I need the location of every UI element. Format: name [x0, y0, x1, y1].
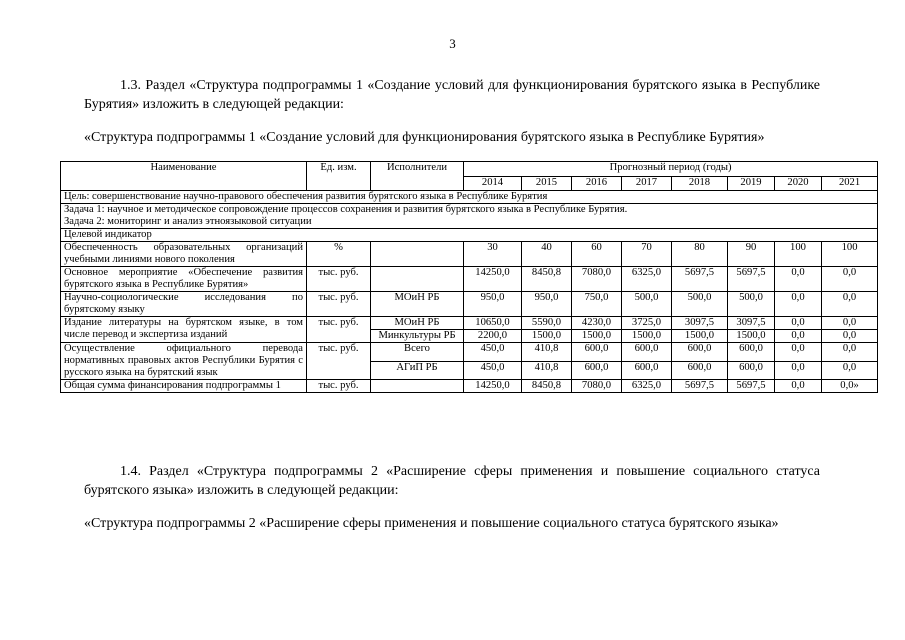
section-1-4-number: 1.4.: [120, 464, 141, 479]
task-1: Задача 1: научное и методическое сопровождение процессов сохранения и развития бурятского языка в Республике Бурятия.: [64, 204, 628, 215]
value-cell: 14250,0: [464, 380, 522, 393]
value-cell: 5590,0: [522, 317, 572, 330]
value-cell: 7080,0: [572, 267, 622, 292]
value-cell: 0,0: [775, 380, 822, 393]
row-executor: МОиН РБ: [371, 317, 464, 330]
header-year: 2015: [522, 177, 572, 191]
section-1-3-number: 1.3.: [120, 78, 141, 93]
row-executor: АГиП РБ: [371, 361, 464, 380]
value-cell: 0,0: [775, 343, 822, 362]
value-cell: 3097,5: [672, 317, 728, 330]
value-cell: 3725,0: [622, 317, 672, 330]
value-cell: 30: [464, 242, 522, 267]
page-number: 3: [449, 36, 456, 51]
value-cell: 600,0: [728, 361, 775, 380]
header-forecast: Прогнозный период (годы): [464, 162, 878, 177]
value-cell: 1500,0: [572, 330, 622, 343]
indicator-row: Целевой индикатор: [61, 229, 878, 242]
value-cell: 0,0: [822, 330, 878, 343]
value-cell: 40: [522, 242, 572, 267]
header-name: Наименование: [61, 162, 307, 191]
value-cell: 0,0: [822, 292, 878, 317]
row-executor: Минкультуры РБ: [371, 330, 464, 343]
value-cell: 0,0: [775, 267, 822, 292]
value-cell: 6325,0: [622, 267, 672, 292]
value-cell: 500,0: [728, 292, 775, 317]
value-cell: 8450,8: [522, 380, 572, 393]
value-cell: 600,0: [572, 343, 622, 362]
row-executor: МОиН РБ: [371, 292, 464, 317]
row-unit: %: [307, 242, 371, 267]
value-cell: 600,0: [728, 343, 775, 362]
subprogram-1-structure-table: [60, 161, 878, 393]
table-row: [61, 292, 878, 317]
header-year: 2020: [775, 177, 822, 191]
value-cell: 5697,5: [728, 267, 775, 292]
value-cell: 5697,5: [672, 267, 728, 292]
tasks-row: [61, 204, 878, 229]
header-year: 2016: [572, 177, 622, 191]
value-cell: 0,0: [775, 361, 822, 380]
value-cell: 600,0: [672, 343, 728, 362]
value-cell: 600,0: [672, 361, 728, 380]
value-cell: 0,0: [775, 292, 822, 317]
value-cell: 5697,5: [672, 380, 728, 393]
value-cell: 0,0: [775, 317, 822, 330]
value-cell: 60: [572, 242, 622, 267]
header-year: 2014: [464, 177, 522, 191]
value-cell: 410,8: [522, 343, 572, 362]
table-row: [61, 267, 878, 292]
value-cell: 1500,0: [728, 330, 775, 343]
value-cell: 450,0: [464, 361, 522, 380]
value-cell: 0,0: [822, 267, 878, 292]
value-cell: 10650,0: [464, 317, 522, 330]
row-name: Общая сумма финансирования подпрограммы 1: [61, 380, 307, 393]
table-row: [61, 242, 878, 267]
subprogram-1-heading: «Структура подпрограммы 1 «Создание условий для функционирования бурятского языка в Республике Бурятия»: [84, 130, 765, 145]
section-1-4-paragraph: [84, 462, 820, 500]
value-cell: 70: [622, 242, 672, 267]
table-row: [61, 317, 878, 330]
row-executor: Всего: [371, 343, 464, 362]
row-unit: тыс. руб.: [307, 267, 371, 292]
value-cell: 80: [672, 242, 728, 267]
value-cell: 0,0: [822, 343, 878, 362]
value-cell: 0,0: [775, 330, 822, 343]
value-cell: 500,0: [672, 292, 728, 317]
row-executor: [371, 267, 464, 292]
value-cell: 100: [822, 242, 878, 267]
section-1-3-text: Раздел «Структура подпрограммы 1 «Создание условий для функционирования бурятского языка в Республике Бурятия» изложить в следующей редакции:: [84, 78, 820, 112]
value-cell: 1500,0: [622, 330, 672, 343]
header-year: 2019: [728, 177, 775, 191]
subprogram-2-heading: «Структура подпрограммы 2 «Расширение сферы применения и повышение социального статуса бурятского языка»: [84, 516, 779, 531]
row-executor: [371, 380, 464, 393]
value-cell: 4230,0: [572, 317, 622, 330]
value-cell: 0,0»: [822, 380, 878, 393]
value-cell: 7080,0: [572, 380, 622, 393]
value-cell: 0,0: [822, 317, 878, 330]
value-cell: 14250,0: [464, 267, 522, 292]
row-name: Издание литературы на бурятском языке, в том числе перевод и экспертиза изданий: [61, 317, 307, 343]
row-unit: тыс. руб.: [307, 343, 371, 380]
value-cell: 2200,0: [464, 330, 522, 343]
goal-row: Цель: совершенствование научно-правового обеспечения развития бурятского языка в Республике Бурятия: [61, 191, 878, 204]
value-cell: 1500,0: [522, 330, 572, 343]
table-row: [61, 343, 878, 362]
value-cell: 8450,8: [522, 267, 572, 292]
value-cell: 750,0: [572, 292, 622, 317]
header-year: 2021: [822, 177, 878, 191]
value-cell: 0,0: [822, 361, 878, 380]
value-cell: 100: [775, 242, 822, 267]
row-name: Осуществление официального перевода нормативных правовых актов Республики Бурятия с русского языка на бурятский язык: [61, 343, 307, 380]
row-executor: [371, 242, 464, 267]
value-cell: 600,0: [622, 343, 672, 362]
value-cell: 90: [728, 242, 775, 267]
value-cell: 450,0: [464, 343, 522, 362]
value-cell: 600,0: [622, 361, 672, 380]
header-unit: Ед. изм.: [307, 162, 371, 191]
section-1-3-paragraph: [84, 76, 820, 114]
value-cell: 3097,5: [728, 317, 775, 330]
value-cell: 1500,0: [672, 330, 728, 343]
row-name: Обеспеченность образовательных организаций учебными линиями нового поколения: [61, 242, 307, 267]
value-cell: 600,0: [572, 361, 622, 380]
header-executors: Исполнители: [371, 162, 464, 191]
task-2: Задача 2: мониторинг и анализ этноязыковой ситуации: [64, 216, 312, 227]
header-year: 2017: [622, 177, 672, 191]
value-cell: 6325,0: [622, 380, 672, 393]
row-unit: тыс. руб.: [307, 317, 371, 343]
header-year: 2018: [672, 177, 728, 191]
section-1-4-text: Раздел «Структура подпрограммы 2 «Расширение сферы применения и повышение социального статуса бурятского языка» изложить в следующей редакции:: [84, 464, 820, 498]
table-row-total: [61, 380, 878, 393]
row-unit: тыс. руб.: [307, 380, 371, 393]
value-cell: 950,0: [464, 292, 522, 317]
value-cell: 410,8: [522, 361, 572, 380]
row-name: Научно-социологические исследования по бурятскому языку: [61, 292, 307, 317]
row-unit: тыс. руб.: [307, 292, 371, 317]
value-cell: 950,0: [522, 292, 572, 317]
value-cell: 500,0: [622, 292, 672, 317]
row-name: Основное мероприятие «Обеспечение развития бурятского языка в Республике Бурятия»: [61, 267, 307, 292]
value-cell: 5697,5: [728, 380, 775, 393]
